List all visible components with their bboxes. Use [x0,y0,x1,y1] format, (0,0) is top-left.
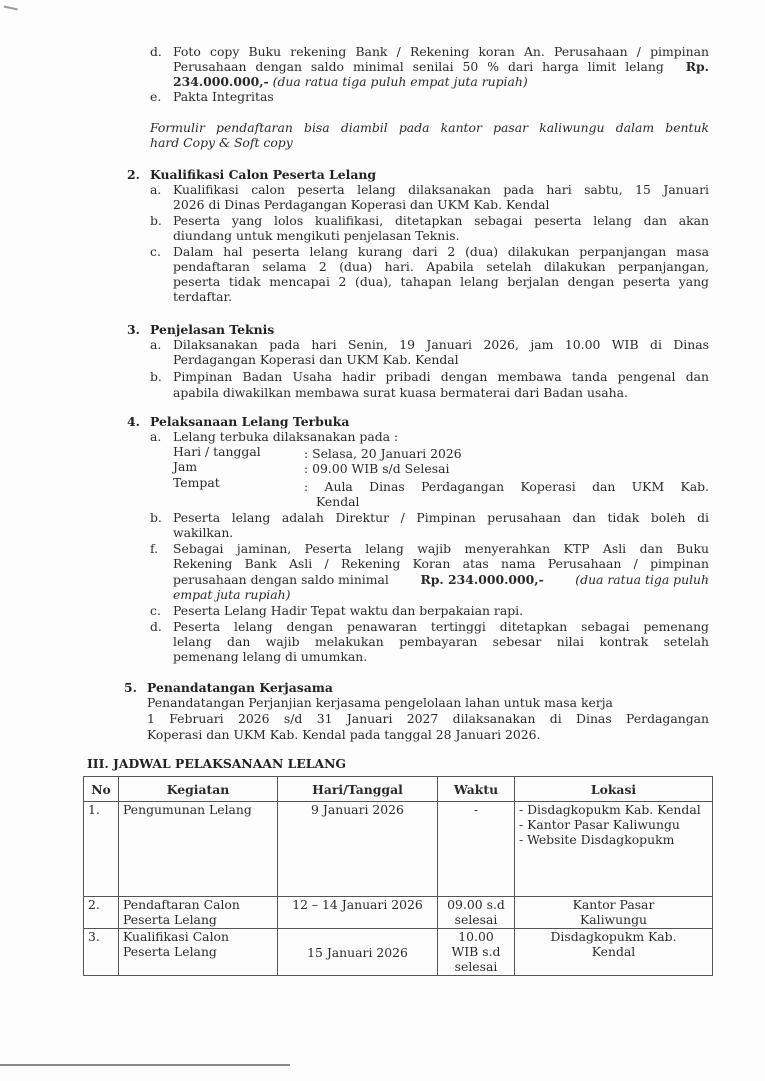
s4-b-line2: wakilkan. [173,525,234,540]
header-tanggal: Hari/Tanggal [278,777,438,802]
cell-kegiatan [119,897,278,929]
s4-f-marker: f. [150,541,159,556]
section-3-number: 3. [127,322,140,337]
table-row [84,897,713,929]
s4-f-line3 [173,572,709,587]
s4-field-label-jam: Jam [173,459,198,474]
waktu-line: WIB s.d [451,944,501,959]
s4-c-marker: c. [150,603,161,618]
cell-no: 2. [84,897,119,929]
cell-lokasi [515,929,713,976]
s2-b-line2: diundang untuk mengikuti penjelasan Teknis. [173,228,460,243]
cell-no: 1. [84,802,119,897]
lokasi-item: - Kantor Pasar Kaliwungu [519,817,680,832]
cell-tanggal: 9 Januari 2026 [278,802,438,897]
lokasi-line: Kantor Pasar [572,897,655,912]
item-d-line1: Foto copy Buku rekening Bank / Rekening koran An. Perusahaan / pimpinan [173,44,709,59]
item-d-amount-words: (dua ratua tiga puluh empat juta rupiah) [272,74,528,89]
header-no: No [84,777,119,802]
page-bottom-rule [0,1064,290,1066]
lokasi-item: - Disdagkopukm Kab. Kendal [519,802,701,817]
s4-d-line1: Peserta lelang dengan penawaran tertinggi ditetapkan sebagai pemenang [173,619,709,634]
table-row [84,929,713,976]
s4-a-intro: Lelang terbuka dilaksanakan pada : [173,429,399,444]
item-d-amount: 234.000.000,- [173,74,269,89]
formulir-note-line1: Formulir pendaftaran bisa diambil pada kantor pasar kaliwungu dalam bentuk [150,120,709,135]
waktu-line: 10.00 [458,929,494,944]
s3-b-line1: Pimpinan Badan Usaha hadir pribadi dengan membawa tanda pengenal dan [173,369,709,384]
s2-a-line1: Kualifikasi calon peserta lelang dilaksanakan pada hari sabtu, 15 Januari [173,182,709,197]
cell-tanggal: 15 Januari 2026 [278,929,438,976]
schedule-header-row [84,777,713,802]
section-5-number: 5. [124,680,137,695]
s2-b-marker: b. [150,213,162,228]
s3-b-marker: b. [150,369,162,384]
kegiatan-line: Peserta Lelang [123,944,217,959]
s4-d-line3: pemenang lelang di umumkan. [173,649,368,664]
s2-a-line2: 2026 di Dinas Perdagangan Koperasi dan UKM Kab. Kendal [173,197,550,212]
kegiatan-line: Peserta Lelang [123,912,217,927]
s4-b-line1: Peserta lelang adalah Direktur / Pimpinan perusahaan dan tidak boleh di [173,510,709,525]
s4-b-marker: b. [150,510,162,525]
kegiatan-line: Kualifikasi Calon [123,929,229,944]
s4-f-line2: Rekening Bank Asli / Rekening Koran atas nama Perusahaan / pimpinan [173,556,709,571]
s3-a-marker: a. [150,337,162,352]
item-d-line2 [173,59,709,74]
s4-field-value-jam: : 09.00 WIB s/d Selesai [304,461,450,476]
s2-c-line4: terdaftar. [173,289,233,304]
item-d-marker: d. [150,44,162,59]
cell-waktu [438,897,515,929]
lokasi-line: Kaliwungu [579,912,648,927]
s5-line2: 1 Februari 2026 s/d 31 Januari 2027 dilaksanakan di Dinas Perdagangan [147,711,709,726]
section-4-title: Pelaksanaan Lelang Terbuka [150,414,350,429]
waktu-line: 09.00 s.d [447,897,505,912]
s5-line3: Koperasi dan UKM Kab. Kendal pada tanggal 28 Januari 2026. [147,727,541,742]
section-2-title: Kualifikasi Calon Peserta Lelang [150,167,377,182]
s2-a-marker: a. [150,182,162,197]
section-5-title: Penandatangan Kerjasama [147,680,333,695]
s3-b-line2: apabila diwakilkan membawa surat kuasa bermaterai dari Badan usaha. [173,385,628,400]
s2-c-line3: peserta tidak mencapai 2 (dua), tahapan lelang berjalan dengan peserta yang [173,274,709,289]
section-3-title: Penjelasan Teknis [150,322,275,337]
s3-a-line1: Dilaksanakan pada hari Senin, 19 Januari 2026, jam 10.00 WIB di Dinas [173,337,709,352]
s4-f-amount: Rp. 234.000.000,- [420,572,544,587]
s2-c-line1: Dalam hal peserta lelang kurang dari 2 (dua) dilakukan perpanjangan masa [173,244,709,259]
header-lokasi: Lokasi [515,777,713,802]
cell-lokasi [515,897,713,929]
cell-kegiatan: Pengumunan Lelang [119,802,278,897]
s4-d-marker: d. [150,619,162,634]
cell-no: 3. [84,929,119,976]
s2-b-line1: Peserta yang lolos kualifikasi, ditetapkan sebagai peserta lelang dan akan [173,213,709,228]
s4-f-amount-words-1: (dua ratua tiga puluh [575,572,709,587]
lokasi-line: Disdagkopukm Kab. [550,929,677,944]
s4-field-label-tempat: Tempat [173,475,220,490]
item-d-line2-text: Perusahaan dengan saldo minimal senilai 50 % dari harga limit lelang [173,59,664,74]
header-waktu: Waktu [438,777,515,802]
waktu-line: selesai [454,959,498,974]
s4-field-value-tempat-cont: Kendal [316,494,360,509]
s5-line1: Penandatangan Perjanjian kerjasama pengelolaan lahan untuk masa kerja [147,695,613,710]
table-row [84,802,713,897]
schedule-title: III. JADWAL PELAKSANAAN LELANG [87,756,346,771]
lokasi-line: Kendal [591,944,636,959]
cell-lokasi [515,802,713,897]
s3-a-line2: Perdagangan Koperasi dan UKM Kab. Kendal [173,352,459,367]
s2-c-line2: pendaftaran selama 2 (dua) hari. Apabila setelah dilakukan perpanjangan, [173,259,709,274]
s4-field-label-hari: Hari / tanggal [173,444,261,459]
scan-corner-mark [4,3,19,11]
item-e-marker: e. [150,89,162,104]
formulir-note-line2: hard Copy & Soft copy [150,135,293,150]
lokasi-item: - Website Disdagkopukm [519,832,675,847]
item-e-text: Pakta Integritas [173,89,274,104]
s2-c-marker: c. [150,244,161,259]
cell-kegiatan [119,929,278,976]
cell-waktu [438,929,515,976]
s4-f-amount-words-2: empat juta rupiah) [173,587,291,602]
item-d-line3 [173,74,528,89]
kegiatan-line: Pendaftaran Calon [123,897,240,912]
s4-d-line2: lelang dan wajib melakukan pembayaran sebesar nilai kontrak setelah [173,634,709,649]
s4-c-text: Peserta Lelang Hadir Tepat waktu dan berpakaian rapi. [173,603,524,618]
waktu-line: selesai [454,912,498,927]
s4-f-line1: Sebagai jaminan, Peserta lelang wajib menyerahkan KTP Asli dan Buku [173,541,709,556]
item-d-rp: Rp. [685,59,709,74]
schedule-table [83,776,713,976]
section-2-number: 2. [127,167,140,182]
s4-field-value-tempat: : Aula Dinas Perdagangan Koperasi dan UKM Kab. [304,479,709,494]
cell-tanggal: 12 – 14 Januari 2026 [278,897,438,929]
s4-field-value-hari: : Selasa, 20 Januari 2026 [304,446,462,461]
s4-a-marker: a. [150,429,162,444]
cell-waktu: - [438,802,515,897]
header-kegiatan: Kegiatan [119,777,278,802]
section-4-number: 4. [127,414,140,429]
s4-f-line3-text: perusahaan dengan saldo minimal [173,572,389,587]
